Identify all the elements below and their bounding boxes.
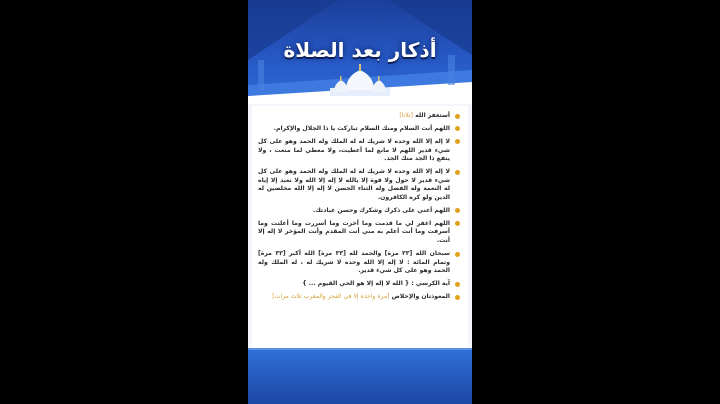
- list-item: [258, 207, 460, 216]
- list-item: [258, 220, 460, 246]
- bullet-icon: [455, 221, 460, 226]
- bullet-icon: [455, 114, 460, 119]
- list-item: [258, 168, 460, 202]
- list-item: [258, 125, 460, 134]
- item-text: المعوذتان والإخلاص: [391, 293, 450, 301]
- list-item: [258, 280, 460, 289]
- bullet-icon: [455, 126, 460, 131]
- bullet-icon: [455, 170, 460, 175]
- bullet-icon: [455, 252, 460, 257]
- item-text: سبحان الله [٣٣ مرة] والحمد لله [٣٣ مرة] الله أكبر [٣٣ مرة] وتمام المائة : لا إله إلا الله وحده لا شريك له ، له الملك وله الحمد وهو على كل شيء قدير.: [258, 250, 450, 275]
- list-item: [258, 293, 460, 302]
- item-text: اللهم أعني على ذكرك وشكرك وحسن عبادتك.: [312, 206, 450, 214]
- item-text: اللهم اغفر لي ما قدمت وما أخرت وما أسررت وما أعلنت وما أسرفت وما أنت أعلم به مني أنت المقدم وأنت المؤخر لا إله إلا أنت.: [258, 219, 450, 245]
- item-text: لا إله إلا الله وحده لا شريك له له الملك وله الحمد وهو على كل شيء قدير لا حول ولا قوة إلا بالله لا إله إلا الله ولا نعبد إلا إياه له النعمة وله الفضل وله الثناء الحسن لا إله إلا الله مخلصين له الدين ولو كره الكافرون.: [258, 168, 450, 201]
- item-note: [ثلاثا]: [399, 112, 413, 119]
- poster: [248, 0, 472, 404]
- banner: [248, 0, 472, 104]
- bullet-icon: [455, 295, 460, 300]
- item-text: أستغفر الله: [415, 112, 450, 119]
- bullet-icon: [455, 139, 460, 144]
- list-item: [258, 250, 460, 276]
- bullet-icon: [455, 282, 460, 287]
- footer: [248, 350, 472, 404]
- item-note: [مرة واحدة إلا في الفجر والمغرب ثلاث مرات]: [272, 293, 390, 301]
- item-text: اللهم أنت السلام ومنك السلام تباركت يا ذا الجلال والإكرام.: [273, 124, 450, 132]
- list-item: [258, 112, 460, 121]
- item-text: آية الكرسي : { الله لا إله إلا هو الحي القيوم ... }: [302, 280, 450, 288]
- list-item: [258, 138, 460, 164]
- bullet-icon: [455, 208, 460, 213]
- item-text: لا إله إلا الله وحده لا شريك له له الملك وله الحمد وهو على كل شيء قدير اللهم لا مانع لما أعطيت، ولا معطي لما منعت ، ولا ينفع ذا الجد منك الجد.: [258, 137, 450, 163]
- page-title: أذكار بعد الصلاة: [283, 38, 437, 62]
- dhikr-list: [252, 106, 468, 350]
